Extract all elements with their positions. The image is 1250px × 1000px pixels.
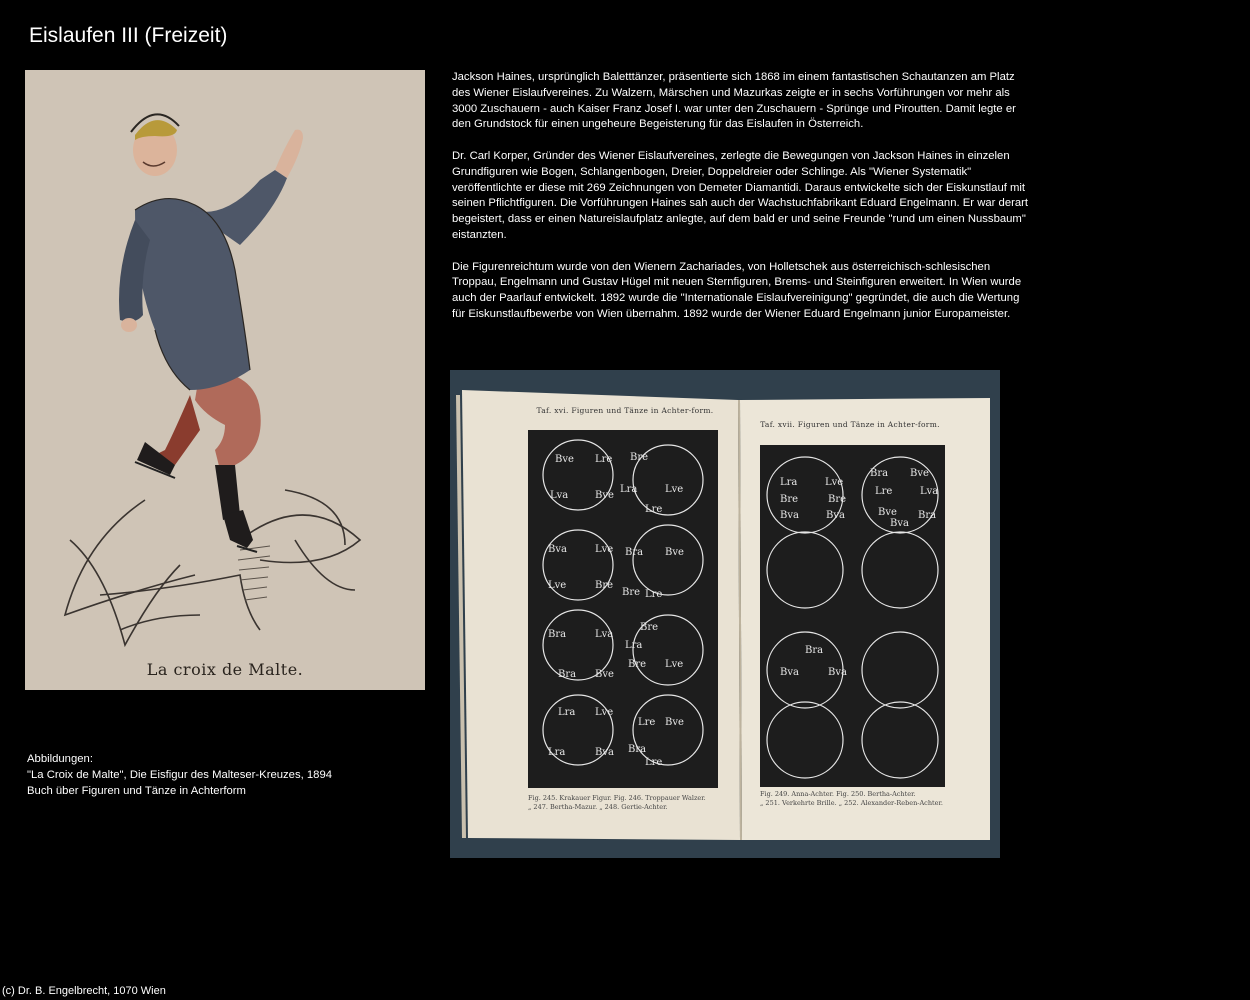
figure-label: Lra xyxy=(620,484,638,495)
figure-label: Lva xyxy=(920,486,939,497)
figure-label: Bva xyxy=(828,667,847,678)
figure-label: Lve xyxy=(595,544,614,555)
figure-label: Bra xyxy=(548,629,567,640)
figure-label: Bre xyxy=(640,622,659,633)
copyright-notice: (c) Dr. B. Engelbrecht, 1070 Wien xyxy=(2,985,166,997)
paragraph-1: Jackson Haines, ursprünglich Baletttänzer, präsentierte sich 1868 im einem fantastischen Schautanzen am Platz des Wiener Eislaufvereines. Zu Walzern, Märschen und Mazurkas zeigte er in sechs Vorführungen vor mehr als 3000 Zuschauern - auch Kaiser Franz Josef I. war unter den Zuschauern - Sprünge und Piroutten. Damit legte er den Grundstock für einen ungeheure Begeisterung für das Eislaufen in Österreich. xyxy=(452,71,1016,131)
book-drawing xyxy=(450,370,1000,858)
figure-label: Bva xyxy=(595,747,614,758)
figure-label: Bra xyxy=(628,744,647,755)
figure-label: Bva xyxy=(780,667,799,678)
figure-label: Lra xyxy=(548,747,566,758)
paragraph-2: Dr. Carl Korper, Gründer des Wiener Eislaufvereines, zerlegte die Bewegungen von Jackson Haines in einzelen Grundfiguren wie Bogen, Schlangenbogen, Dreier, Doppeldreier oder Schlinge. Als "Wiener Systematik" veröffentlichte er diese mit 269 Zeichnungen von Demeter Diamantidi. Daraus entwickelte sich der Eiskunstlauf mit seinen Pflichtfiguren. Die Vorführungen Haines sah auch der Wachstuchfabrikant Eduard Engelmann. Er war derart begeistert, dass er einen Natureislaufplatz anlegte, auf dem bald er und seine Freunde "rund um einen Nussbaum" eistanzten. xyxy=(452,149,1029,241)
figure-label: Lva xyxy=(550,490,569,501)
right-page-heading: Taf. xvii. Figuren und Tänze in Achter-form. xyxy=(760,420,940,429)
figure-label: Lve xyxy=(548,580,567,591)
figure-label: Bva xyxy=(890,518,909,529)
figure-label: Bre xyxy=(780,494,799,505)
left-footer-line: Fig. 245. Krakauer Figur. Fig. 246. Troppauer Walzer. xyxy=(528,794,706,802)
figure-label: Bre xyxy=(628,659,647,670)
book-photo xyxy=(450,370,1000,858)
skater-drawing xyxy=(25,70,425,690)
right-page-footer xyxy=(760,790,960,808)
figure-label: Lre xyxy=(638,717,656,728)
figure-label: Bre xyxy=(630,452,649,463)
page-title: Eislaufen III (Freizeit) xyxy=(29,24,228,47)
figure-label: Bve xyxy=(878,507,897,518)
figure-label: Bva xyxy=(780,510,799,521)
right-footer-line: „ 251. Verkehrte Brille. „ 252. Alexander-Reben-Achter. xyxy=(760,799,943,807)
figure-label: Bve xyxy=(665,717,684,728)
figure-label: Bra xyxy=(870,468,889,479)
figure-label: Bra xyxy=(558,669,577,680)
figure-label: Lre xyxy=(875,486,893,497)
figure-label: Bra xyxy=(918,510,937,521)
figure-label: Bve xyxy=(595,669,614,680)
left-page-footer xyxy=(528,794,728,812)
right-footer-line: Fig. 249. Anna-Achter. Fig. 250. Bertha-Achter. xyxy=(760,790,916,798)
caption-line: "La Croix de Malte", Die Eisfigur des Malteser-Kreuzes, 1894 xyxy=(27,769,333,781)
article-text xyxy=(452,70,1032,339)
figure-label: Bra xyxy=(805,645,824,656)
figure-label: Lre xyxy=(595,454,613,465)
figure-label: Bve xyxy=(910,468,929,479)
figure-label: Lra xyxy=(558,707,576,718)
figure-label: Bra xyxy=(625,547,644,558)
figure-label: Lve xyxy=(595,707,614,718)
figure-label: Bre xyxy=(622,587,641,598)
paragraph-3: Die Figurenreichtum wurde von den Wienern Zachariades, von Holletschek aus österreichisch-schlesischen Troppau, Engelmann und Gustav Hügel mit neuen Sternfiguren, Brems- und Steinfiguren erweitert. In Wien wurde auch der Paarlauf entwickelt. 1892 wurde die "Internationale Eislaufvereinigung" gegründet, die auch die Wertung für Eiskunstlaufbewerbe von Wien übernahm. 1892 wurde der Wiener Eduard Engelmann junior Europameister. xyxy=(452,260,1022,320)
caption-line: Buch über Figuren und Tänze in Achterform xyxy=(27,785,246,797)
figure-label: Bva xyxy=(826,510,845,521)
figure-label: Bva xyxy=(548,544,567,555)
figure-label: Lra xyxy=(780,477,798,488)
figure-label: Lva xyxy=(595,629,614,640)
figure-label: Bve xyxy=(555,454,574,465)
left-footer-line: „ 247. Bertha-Mazur. „ 248. Gertie-Achter. xyxy=(528,803,668,811)
figure-label: Lre xyxy=(645,504,663,515)
figure-label: Bve xyxy=(595,490,614,501)
figure-label: Lve xyxy=(665,484,684,495)
figure-label: Bve xyxy=(665,547,684,558)
skater-illustration xyxy=(25,70,425,690)
figure-label: Bre xyxy=(828,494,847,505)
figure-label: Bre xyxy=(595,580,614,591)
figure-label: Lve xyxy=(825,477,844,488)
left-page-heading: Taf. xvi. Figuren und Tänze in Achter-form. xyxy=(536,406,714,415)
figure-label: Lre xyxy=(645,589,663,600)
figure-label: Lra xyxy=(625,640,643,651)
captions-heading: Abbildungen: xyxy=(27,753,93,765)
figure-label: Lre xyxy=(645,757,663,768)
illustration-caption: La croix de Malte. xyxy=(146,660,304,679)
figure-label: Lve xyxy=(665,659,684,670)
image-captions xyxy=(27,751,332,799)
